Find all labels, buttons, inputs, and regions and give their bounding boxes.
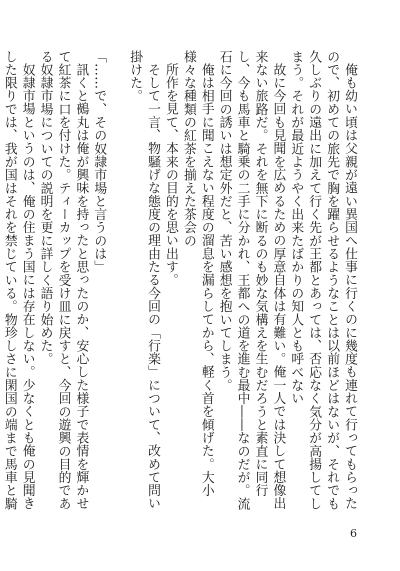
paragraph-1: 俺も幼い頃は父親が遠い異国へ仕事に行くのに幾度も連れて行ってもらったので、初めての旅先で胸を躍らせるようなことは以前ほどはないが、それでも久しぶりの遠出に加えて行く先が王都とあっては、否応なく気分が高揚してしまう。それが最近ようやく出来たばかりの知人とも呼べない [288,50,357,511]
paragraph-7: 訊くと鵺丸は俺が興味を持ったと思ったのか、安心した様子で表情を輝かせて紅茶に口を付けた。ティーカップを受け皿に戻すと、今回の遊興の目的である奴隷市場についての説明を更に詳しく語り始めた。 [37,50,89,511]
vertical-text-body [1,50,358,515]
paragraph-4: 所作を見て、本来の目的を思い出す。 [162,62,178,287]
paragraph-2: 故に今回も見聞を広めるための厚意自体は有難い。俺一人では決して想像出来ない旅路だ。それを無下に断るのも妙な気構えを生むだろうと素直に同行し、今も馬車と騎乗の二手に分かれ、王都への道を進む最中――なのだが。流石に今回の誘いは想定外だと、苦い感想を抱いてしまう。 [216,50,286,511]
paragraph-5: そして一言、物騒げな態度の理由たる今回の「行楽」について、改めて問い掛けた。 [127,50,161,510]
page-number: 6 [350,527,357,540]
paragraph-8: 奴隷市場というのは、俺の住まう国には存在しない。少なくとも俺の見聞きした限りでは、我が国はそれを禁じている。物珍しさに閑国の端まで馬車と騎 [1,50,35,511]
dialogue-line: 「……で、その奴隷市場と言うのは」 [91,50,107,274]
section-gap [107,50,125,51]
paragraph-3: 俺は相手に聞こえない程度の溜息を漏らしてから、軽く首を傾げた。大小様々な種類の紅茶を揃えた茶会の [180,50,214,497]
